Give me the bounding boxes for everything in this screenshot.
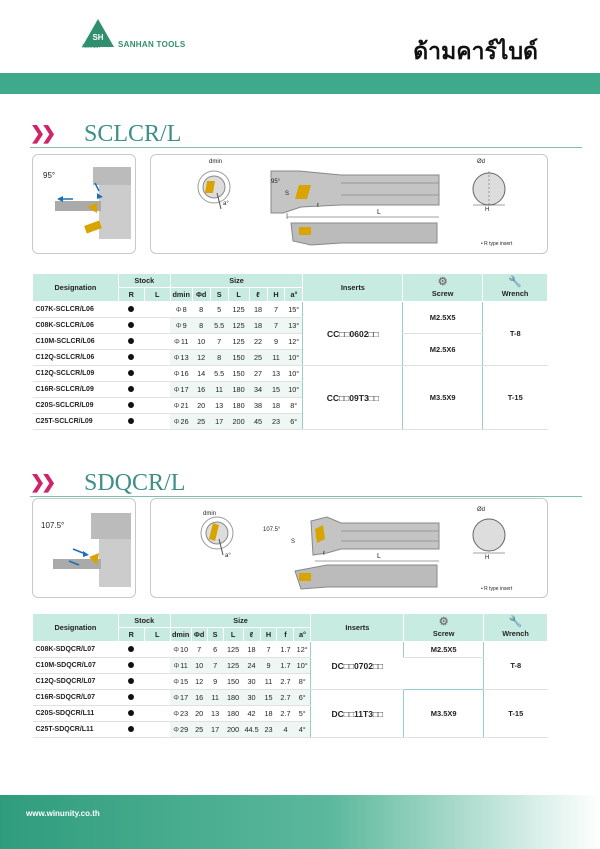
size-d-cell: 25 <box>192 414 210 430</box>
size-d-cell: 20 <box>191 706 207 722</box>
stock-r-cell <box>118 642 144 658</box>
wrench-cell: T-15 <box>483 366 548 430</box>
size-a-cell: 12° <box>285 334 303 350</box>
size-s-cell: 8 <box>210 350 228 366</box>
sclcr-spec-table <box>32 273 548 430</box>
angle-a-label: a° <box>223 201 229 207</box>
designation-cell: C10M-SCLCR/L06 <box>33 334 119 350</box>
dmin-label: dmin <box>203 511 217 517</box>
stock-r-cell <box>118 706 144 722</box>
size-l-cell: 34 <box>249 382 267 398</box>
size-l-cell: 42 <box>243 706 260 722</box>
chevron-right-icon: ❯❯ <box>30 472 53 492</box>
dmin-cell: Φ13 <box>170 350 192 366</box>
size-d-cell: 7 <box>191 642 207 658</box>
length-label: L <box>377 209 381 216</box>
screw-cell: M2.5X5 <box>404 642 484 658</box>
sclcr-angle-diagram <box>32 154 136 254</box>
size-d-cell: 8 <box>192 318 210 334</box>
size-L-cell: 200 <box>223 722 243 738</box>
stock-r-cell <box>118 658 144 674</box>
size-h-cell: 11 <box>267 350 285 366</box>
stock-l-header: L <box>144 288 170 302</box>
size-L-cell: 125 <box>228 318 249 334</box>
size-l-cell: 44.5 <box>243 722 260 738</box>
length-label: L <box>377 553 381 560</box>
page-title: ด้ามคาร์ไบด์ <box>413 38 538 64</box>
size-d-cell: 12 <box>191 674 207 690</box>
dmin-cell: Φ21 <box>170 398 192 414</box>
size-L-cell: 200 <box>228 414 249 430</box>
size-s-cell: 6 <box>207 642 223 658</box>
size-f-cell: 2.7 <box>277 674 294 690</box>
col-L: L <box>223 628 243 642</box>
dmin-cell: Φ17 <box>170 382 192 398</box>
diameter-icon: Φ <box>173 337 180 346</box>
size-d-cell: 10 <box>192 334 210 350</box>
approach-angle-label: 107.5° <box>41 521 65 530</box>
s-label: S <box>285 191 290 197</box>
diameter-icon: Φ <box>173 353 180 362</box>
stock-dot-icon <box>128 726 134 732</box>
stock-r-cell <box>118 318 144 334</box>
size-l-cell: 22 <box>249 334 267 350</box>
stock-dot-icon <box>128 338 134 344</box>
divider <box>30 147 582 148</box>
stock-dot-icon <box>128 354 134 360</box>
size-a-cell: 10° <box>285 350 303 366</box>
stock-dot-icon <box>128 678 134 684</box>
page-header <box>0 0 600 73</box>
diameter-icon: Φ <box>175 305 182 314</box>
ell-label: ℓ <box>317 203 319 209</box>
insert-note: • R type insert <box>481 586 513 592</box>
size-L-cell: 125 <box>223 642 243 658</box>
size-l-cell: 18 <box>243 642 260 658</box>
size-a-cell: 12° <box>294 642 311 658</box>
stock-r-cell <box>118 302 144 318</box>
screw-icon: ⚙ <box>438 616 449 628</box>
size-f-cell: 4 <box>277 722 294 738</box>
size-s-cell: 9 <box>207 674 223 690</box>
col-d: Φd <box>192 288 210 302</box>
screw-cell: M3.5X9 <box>403 366 483 430</box>
height-label: H <box>485 207 490 213</box>
diameter-icon: Φ <box>173 417 180 426</box>
size-a-cell: 15° <box>285 302 303 318</box>
insert-cell: DC□□11T3□□ <box>311 690 404 738</box>
col-L: L <box>228 288 249 302</box>
height-label: H <box>485 555 490 561</box>
approach-angle-label: 95° <box>43 171 56 180</box>
size-h-cell: 18 <box>267 398 285 414</box>
designation-header: Designation <box>33 274 119 302</box>
stock-r-cell <box>118 690 144 706</box>
stock-dot-icon <box>128 370 134 376</box>
diameter-icon: Φ <box>175 321 182 330</box>
col-d: Φd <box>191 628 207 642</box>
designation-cell: C08K-SDQCR/L07 <box>33 642 119 658</box>
col-a: a° <box>285 288 303 302</box>
diameter-icon: Φ <box>173 401 180 410</box>
table-row <box>33 690 548 706</box>
wrench-icon: 🔧 <box>508 276 522 288</box>
size-l-cell: 18 <box>249 302 267 318</box>
size-a-cell: 13° <box>285 318 303 334</box>
dmin-cell: Φ16 <box>170 366 192 382</box>
size-a-cell: 6° <box>294 690 311 706</box>
diameter-icon: Φ <box>173 369 180 378</box>
size-d-cell: 8 <box>192 302 210 318</box>
section-title: SDQCR/L <box>84 470 186 496</box>
col-s: S <box>207 628 223 642</box>
designation-cell: C12Q-SCLCR/L09 <box>33 366 119 382</box>
table-row <box>33 658 548 674</box>
designation-cell: C16R-SCLCR/L09 <box>33 382 119 398</box>
table-row <box>33 674 548 690</box>
approach-angle-small-label: 107.5° <box>263 527 281 533</box>
size-f-cell: 1.7 <box>277 658 294 674</box>
screw-icon: ⚙ <box>437 276 448 288</box>
size-l-cell: 30 <box>243 690 260 706</box>
table-row <box>33 642 548 658</box>
col-dmin: dmin <box>170 628 191 642</box>
col-ell: ℓ <box>243 628 260 642</box>
dmin-cell: Φ15 <box>170 674 191 690</box>
screw-cell: M2.5X5 <box>403 302 483 334</box>
designation-cell: C12Q-SCLCR/L06 <box>33 350 119 366</box>
stock-l-cell <box>144 414 170 430</box>
stock-r-cell <box>118 674 144 690</box>
size-a-cell: 10° <box>285 366 303 382</box>
designation-cell: C10M-SDQCR/L07 <box>33 658 119 674</box>
divider <box>30 496 582 497</box>
size-h-cell: 11 <box>260 674 277 690</box>
stock-r-cell <box>118 382 144 398</box>
size-s-cell: 7 <box>207 658 223 674</box>
dmin-cell: Φ23 <box>170 706 191 722</box>
table-row <box>33 302 548 318</box>
diameter-icon: Φ <box>173 725 180 734</box>
wrench-cell: T-8 <box>483 302 548 366</box>
size-header: Size <box>170 274 303 288</box>
dmin-cell: Φ17 <box>170 690 191 706</box>
stock-l-cell <box>144 350 170 366</box>
stock-l-cell <box>144 642 170 658</box>
col-s: S <box>210 288 228 302</box>
sdqcr-angle-diagram <box>32 498 136 598</box>
stock-l-cell <box>144 302 170 318</box>
size-d-cell: 25 <box>191 722 207 738</box>
header-band <box>0 73 600 94</box>
col-h: H <box>267 288 285 302</box>
size-L-cell: 125 <box>223 658 243 674</box>
size-a-cell: 5° <box>294 706 311 722</box>
screw-header: ⚙ Screw <box>404 614 484 642</box>
size-s-cell: 13 <box>210 398 228 414</box>
size-L-cell: 180 <box>228 398 249 414</box>
diameter-icon: Φ <box>173 677 180 686</box>
ell-label: ℓ <box>323 551 325 557</box>
page-footer <box>0 795 600 849</box>
stock-dot-icon <box>128 646 134 652</box>
size-d-cell: 12 <box>192 350 210 366</box>
diameter-label: Ød <box>477 159 486 165</box>
section-heading-sdqcr <box>22 470 582 496</box>
sdqcr-table-body <box>33 642 548 738</box>
diameter-icon: Φ <box>173 385 180 394</box>
dmin-cell: Φ9 <box>170 318 192 334</box>
size-h-cell: 9 <box>267 334 285 350</box>
size-s-cell: 7 <box>210 334 228 350</box>
dmin-cell: Φ11 <box>170 658 191 674</box>
size-L-cell: 150 <box>223 674 243 690</box>
diameter-icon: Φ <box>173 645 180 654</box>
col-dmin: dmin <box>170 288 192 302</box>
inserts-header: Inserts <box>311 614 404 642</box>
sclcr-table-body <box>33 302 548 430</box>
insert-note: • R type insert <box>481 241 513 247</box>
size-h-cell: 18 <box>260 706 277 722</box>
size-h-cell: 9 <box>260 658 277 674</box>
stock-r-header: R <box>118 288 144 302</box>
size-s-cell: 5 <box>210 302 228 318</box>
logo-mark: SH <box>92 33 104 42</box>
size-L-cell: 180 <box>223 690 243 706</box>
size-h-cell: 7 <box>267 318 285 334</box>
sdqcr-spec-table <box>32 613 548 738</box>
stock-header: Stock <box>118 614 170 628</box>
stock-dot-icon <box>128 306 134 312</box>
size-d-cell: 14 <box>192 366 210 382</box>
chevron-right-icon: ❯❯ <box>30 123 53 143</box>
diameter-label: Ød <box>477 507 486 513</box>
diameter-icon: Φ <box>173 709 180 718</box>
stock-l-cell <box>144 398 170 414</box>
size-L-cell: 125 <box>228 302 249 318</box>
designation-cell: C16R-SDQCR/L07 <box>33 690 119 706</box>
stock-dot-icon <box>128 694 134 700</box>
size-h-cell: 7 <box>260 642 277 658</box>
size-h-cell: 23 <box>267 414 285 430</box>
stock-l-cell <box>144 334 170 350</box>
size-l-cell: 27 <box>249 366 267 382</box>
boring-bar-drawing-icon <box>151 155 549 255</box>
size-s-cell: 17 <box>207 722 223 738</box>
size-h-cell: 15 <box>260 690 277 706</box>
stock-l-cell <box>144 658 170 674</box>
stock-l-cell <box>144 722 170 738</box>
table-row <box>33 334 548 350</box>
table-row <box>33 366 548 382</box>
size-s-cell: 13 <box>207 706 223 722</box>
size-L-cell: 150 <box>228 366 249 382</box>
designation-cell: C25T-SCLCR/L09 <box>33 414 119 430</box>
stock-r-cell <box>118 414 144 430</box>
stock-r-cell <box>118 350 144 366</box>
dmin-cell: Φ10 <box>170 642 191 658</box>
size-s-cell: 5.5 <box>210 318 228 334</box>
wrench-header: 🔧 Wrench <box>483 274 548 302</box>
size-l-cell: 45 <box>249 414 267 430</box>
size-s-cell: 11 <box>210 382 228 398</box>
stock-r-header: R <box>118 628 144 642</box>
workpiece-diagram-icon <box>33 155 137 255</box>
size-header: Size <box>170 614 311 628</box>
stock-l-cell <box>144 674 170 690</box>
sdqcr-dimension-diagram <box>150 498 548 598</box>
screw-cell: M3.5X9 <box>404 690 484 738</box>
workpiece-diagram-icon <box>33 499 137 599</box>
size-L-cell: 125 <box>228 334 249 350</box>
designation-header: Designation <box>33 614 119 642</box>
size-d-cell: 16 <box>192 382 210 398</box>
designation-cell: C20S-SDQCR/L11 <box>33 706 119 722</box>
dmin-cell: Φ26 <box>170 414 192 430</box>
dmin-cell: Φ11 <box>170 334 192 350</box>
diameter-icon: Φ <box>173 661 180 670</box>
size-h-cell: 7 <box>267 302 285 318</box>
size-s-cell: 5.5 <box>210 366 228 382</box>
designation-cell: C07K-SCLCR/L06 <box>33 302 119 318</box>
designation-cell: C25T-SDQCR/L11 <box>33 722 119 738</box>
size-s-cell: 11 <box>207 690 223 706</box>
stock-r-cell <box>118 366 144 382</box>
size-L-cell: 180 <box>228 382 249 398</box>
screw-header: ⚙ Screw <box>403 274 483 302</box>
size-L-cell: 180 <box>223 706 243 722</box>
stock-dot-icon <box>128 322 134 328</box>
sclcr-dimension-diagram <box>150 154 548 254</box>
s-label: S <box>291 539 296 545</box>
size-h-cell: 15 <box>267 382 285 398</box>
stock-l-cell <box>144 318 170 334</box>
diameter-icon: Φ <box>173 693 180 702</box>
size-h-cell: 23 <box>260 722 277 738</box>
section-heading-sclcr <box>22 121 582 147</box>
stock-dot-icon <box>128 662 134 668</box>
stock-l-cell <box>144 382 170 398</box>
size-l-cell: 30 <box>243 674 260 690</box>
size-d-cell: 10 <box>191 658 207 674</box>
dmin-label: dmin <box>209 159 223 165</box>
stock-r-cell <box>118 398 144 414</box>
insert-cell: CC□□09T3□□ <box>303 366 403 430</box>
designation-cell: C20S-SCLCR/L09 <box>33 398 119 414</box>
stock-header: Stock <box>118 274 170 288</box>
size-a-cell: 6° <box>285 414 303 430</box>
wrench-cell: T-15 <box>484 690 548 738</box>
website-link[interactable]: www.winunity.co.th <box>26 809 100 818</box>
stock-l-cell <box>144 366 170 382</box>
stock-l-header: L <box>144 628 170 642</box>
wrench-icon: 🔧 <box>508 616 523 628</box>
dmin-cell: Φ29 <box>170 722 191 738</box>
size-d-cell: 20 <box>192 398 210 414</box>
size-a-cell: 8° <box>294 674 311 690</box>
size-L-cell: 150 <box>228 350 249 366</box>
stock-r-cell <box>118 334 144 350</box>
size-l-cell: 25 <box>249 350 267 366</box>
section-title: SCLCR/L <box>84 121 182 147</box>
dmin-cell: Φ8 <box>170 302 192 318</box>
brand-name: SANHAN TOOLS <box>118 40 186 49</box>
stock-dot-icon <box>128 386 134 392</box>
approach-angle-small-label: 95° <box>271 179 281 185</box>
wrench-cell: T-8 <box>484 642 548 690</box>
inserts-header: Inserts <box>303 274 403 302</box>
size-f-cell: 2.7 <box>277 706 294 722</box>
size-h-cell: 13 <box>267 366 285 382</box>
size-f-cell: 1.7 <box>277 642 294 658</box>
size-l-cell: 24 <box>243 658 260 674</box>
stock-dot-icon <box>128 710 134 716</box>
size-l-cell: 18 <box>249 318 267 334</box>
stock-l-cell <box>144 706 170 722</box>
stock-l-cell <box>144 690 170 706</box>
size-l-cell: 38 <box>249 398 267 414</box>
size-s-cell: 17 <box>210 414 228 430</box>
stock-dot-icon <box>128 418 134 424</box>
col-ell: ℓ <box>249 288 267 302</box>
stock-dot-icon <box>128 402 134 408</box>
insert-cell: CC□□0602□□ <box>303 302 403 366</box>
size-a-cell: 10° <box>285 382 303 398</box>
size-f-cell: 2.7 <box>277 690 294 706</box>
angle-a-label: a° <box>225 553 231 559</box>
col-h: H <box>260 628 277 642</box>
stock-r-cell <box>118 722 144 738</box>
designation-cell: C12Q-SDQCR/L07 <box>33 674 119 690</box>
designation-cell: C08K-SCLCR/L06 <box>33 318 119 334</box>
size-a-cell: 4° <box>294 722 311 738</box>
wrench-header: 🔧 Wrench <box>484 614 548 642</box>
logo-script: Sanhan <box>82 44 100 50</box>
screw-cell: M2.5X6 <box>403 334 483 366</box>
col-f: f <box>277 628 294 642</box>
col-a: a° <box>294 628 311 642</box>
size-d-cell: 16 <box>191 690 207 706</box>
size-a-cell: 8° <box>285 398 303 414</box>
size-a-cell: 10° <box>294 658 311 674</box>
insert-cell: DC□□0702□□ <box>311 642 404 690</box>
